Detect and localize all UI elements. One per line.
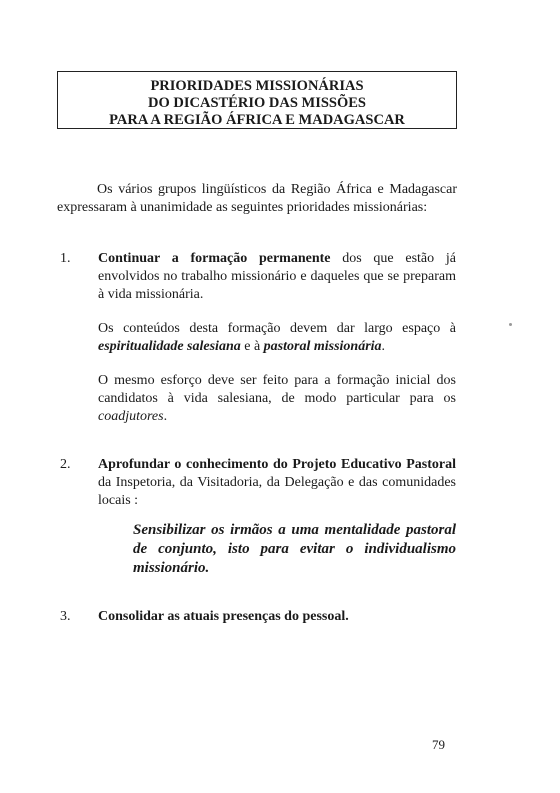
item-3-paragraph xyxy=(98,608,456,626)
title-line-2: DO DICASTÉRIO DAS MISSÕES xyxy=(148,95,366,111)
item-1-heading: Continuar a formação permanente xyxy=(98,251,331,266)
document-title-box xyxy=(57,71,457,129)
item-1-effort-paragraph xyxy=(98,372,456,426)
item-1-number: 1. xyxy=(60,251,71,266)
item-2-text: da Inspetoria, da Visitadoria, da Delegação e das comunidades locais : xyxy=(98,475,456,508)
item-1-text: dos que estão já envolvidos no trabalho missionário e daqueles que se preparam à vida missionária. xyxy=(98,251,456,302)
item-2-quote: Sensibilizar os irmãos a uma mentalidade pastoral de conjunto, isto para evitar o individualismo missionário. xyxy=(133,522,456,576)
item-2-number: 2. xyxy=(60,457,71,472)
title-line-1: PRIORIDADES MISSIONÁRIAS xyxy=(150,78,364,94)
item-1-content-paragraph xyxy=(98,320,456,356)
item-1-emphasis-pastoral: pastoral missionária xyxy=(263,339,382,354)
item-3-number: 3. xyxy=(60,609,71,624)
item-1-emphasis-coadjutores: coadjutores xyxy=(98,409,164,424)
item-1-effort-period: . xyxy=(163,409,168,424)
item-1-paragraph xyxy=(98,250,456,304)
intro-paragraph: Os vários grupos lingüísticos da Região África e Madagascar expressaram à unanimidade as seguintes prioridades missionárias: xyxy=(57,182,457,215)
scan-speck xyxy=(509,323,512,326)
item-1-period: . xyxy=(381,339,386,354)
item-3-heading: Consolidar as atuais presenças do pessoal. xyxy=(98,609,349,624)
page-number: 79 xyxy=(432,737,445,752)
item-1-effort-text: O mesmo esforço deve ser feito para a formação inicial dos candidatos à vida salesiana, de modo particular para os xyxy=(98,373,456,406)
item-1-content-text: Os conteúdos desta formação devem dar largo espaço à xyxy=(98,321,456,336)
item-1-emphasis-spirituality: espiritualidade salesiana xyxy=(98,339,241,354)
item-2-heading: Aprofundar o conhecimento do Projeto Educativo Pastoral xyxy=(98,457,456,472)
item-1-connector: e à xyxy=(240,339,264,354)
item-2-paragraph xyxy=(98,456,456,510)
title-line-3: PARA A REGIÃO ÁFRICA E MADAGASCAR xyxy=(109,112,405,128)
